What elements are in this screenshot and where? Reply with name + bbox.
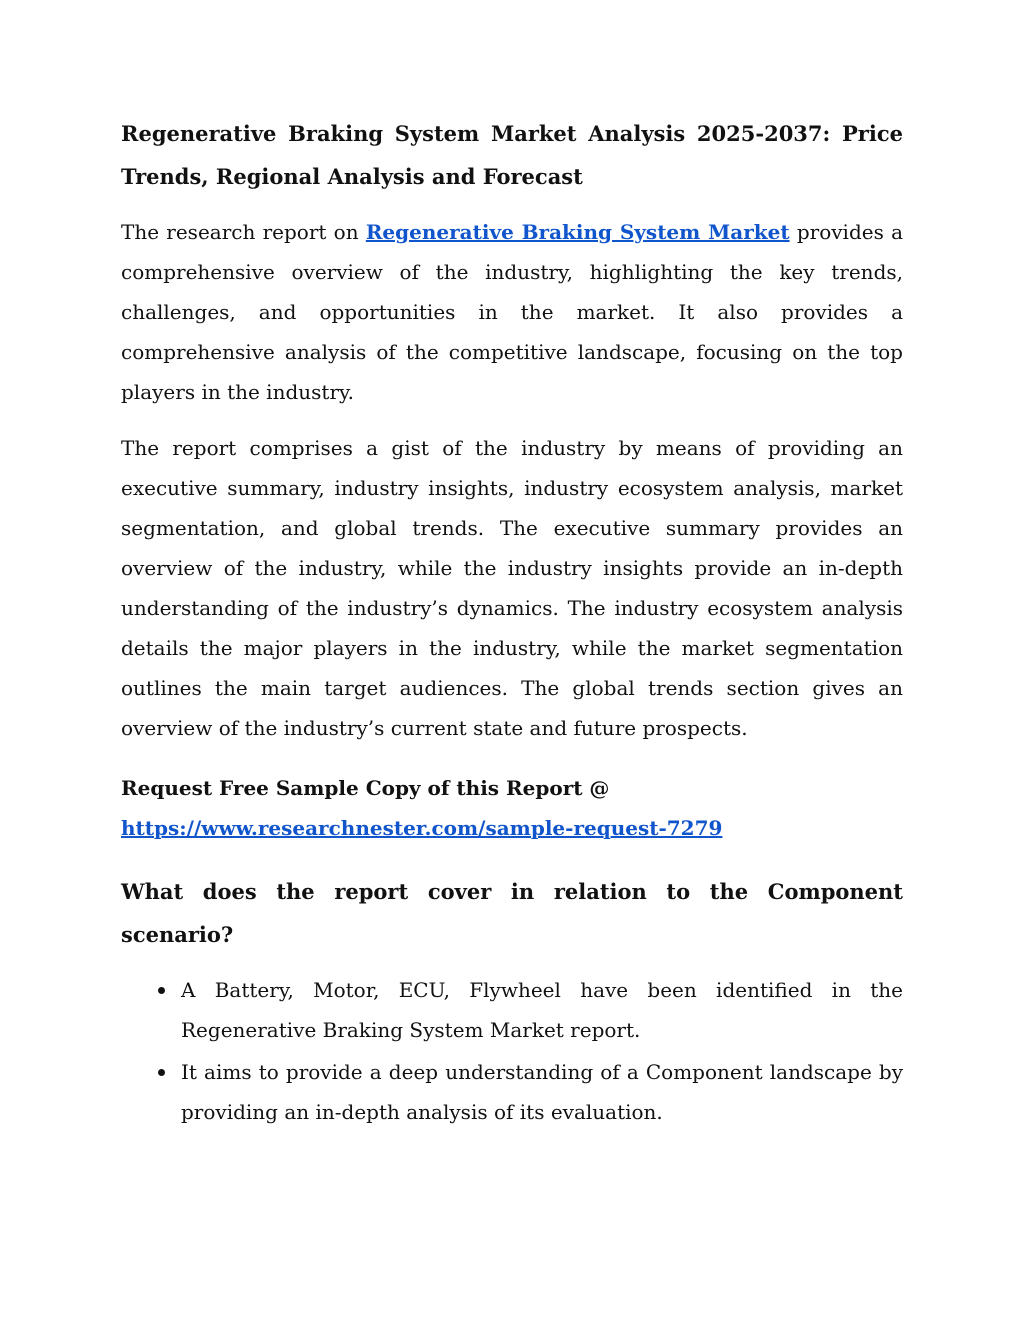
sample-request-block — [121, 768, 903, 848]
intro-paragraph — [121, 212, 903, 412]
intro-suffix: provides a comprehensive overview of the industry, highlighting the key trends, challenges, and opportunities in the market. It also provides a comprehensive analysis of the competitive landscape, focusing on the top players in the industry. — [121, 220, 903, 404]
sample-request-label: Request Free Sample Copy of this Report @ — [121, 776, 610, 800]
summary-paragraph: The report comprises a gist of the industry by means of providing an executive summary, industry insights, industry ecosystem analysis, market segmentation, and global trends. The executive summary provides an overview of the industry, while the industry insights provide an in-depth understanding of the industry’s dynamics. The industry ecosystem analysis details the major players in the industry, while the market segmentation outlines the main target audiences. The global trends section gives an overview of the industry’s current state and future prospects. — [121, 436, 903, 740]
component-bullet-list — [121, 970, 903, 1132]
intro-prefix: The research report on — [121, 220, 366, 244]
list-item-text: It aims to provide a deep understanding of a Component landscape by providing an in-depth analysis of its evaluation. — [181, 1060, 903, 1124]
list-item — [121, 1052, 903, 1132]
component-question-heading: What does the report cover in relation to the Component scenario? — [121, 879, 903, 947]
market-link[interactable]: Regenerative Braking System Market — [365, 220, 790, 244]
bullet-icon — [158, 1069, 165, 1076]
sample-request-link[interactable]: https://www.researchnester.com/sample-request-7279 — [121, 816, 723, 840]
bullet-icon — [158, 987, 165, 994]
document-title: Regenerative Braking System Market Analysis 2025-2037: Price Trends, Regional Analysis and Forecast — [121, 121, 903, 189]
list-item-text: A Battery, Motor, ECU, Flywheel have been identified in the Regenerative Braking System Market report. — [181, 978, 903, 1042]
list-item — [121, 970, 903, 1050]
